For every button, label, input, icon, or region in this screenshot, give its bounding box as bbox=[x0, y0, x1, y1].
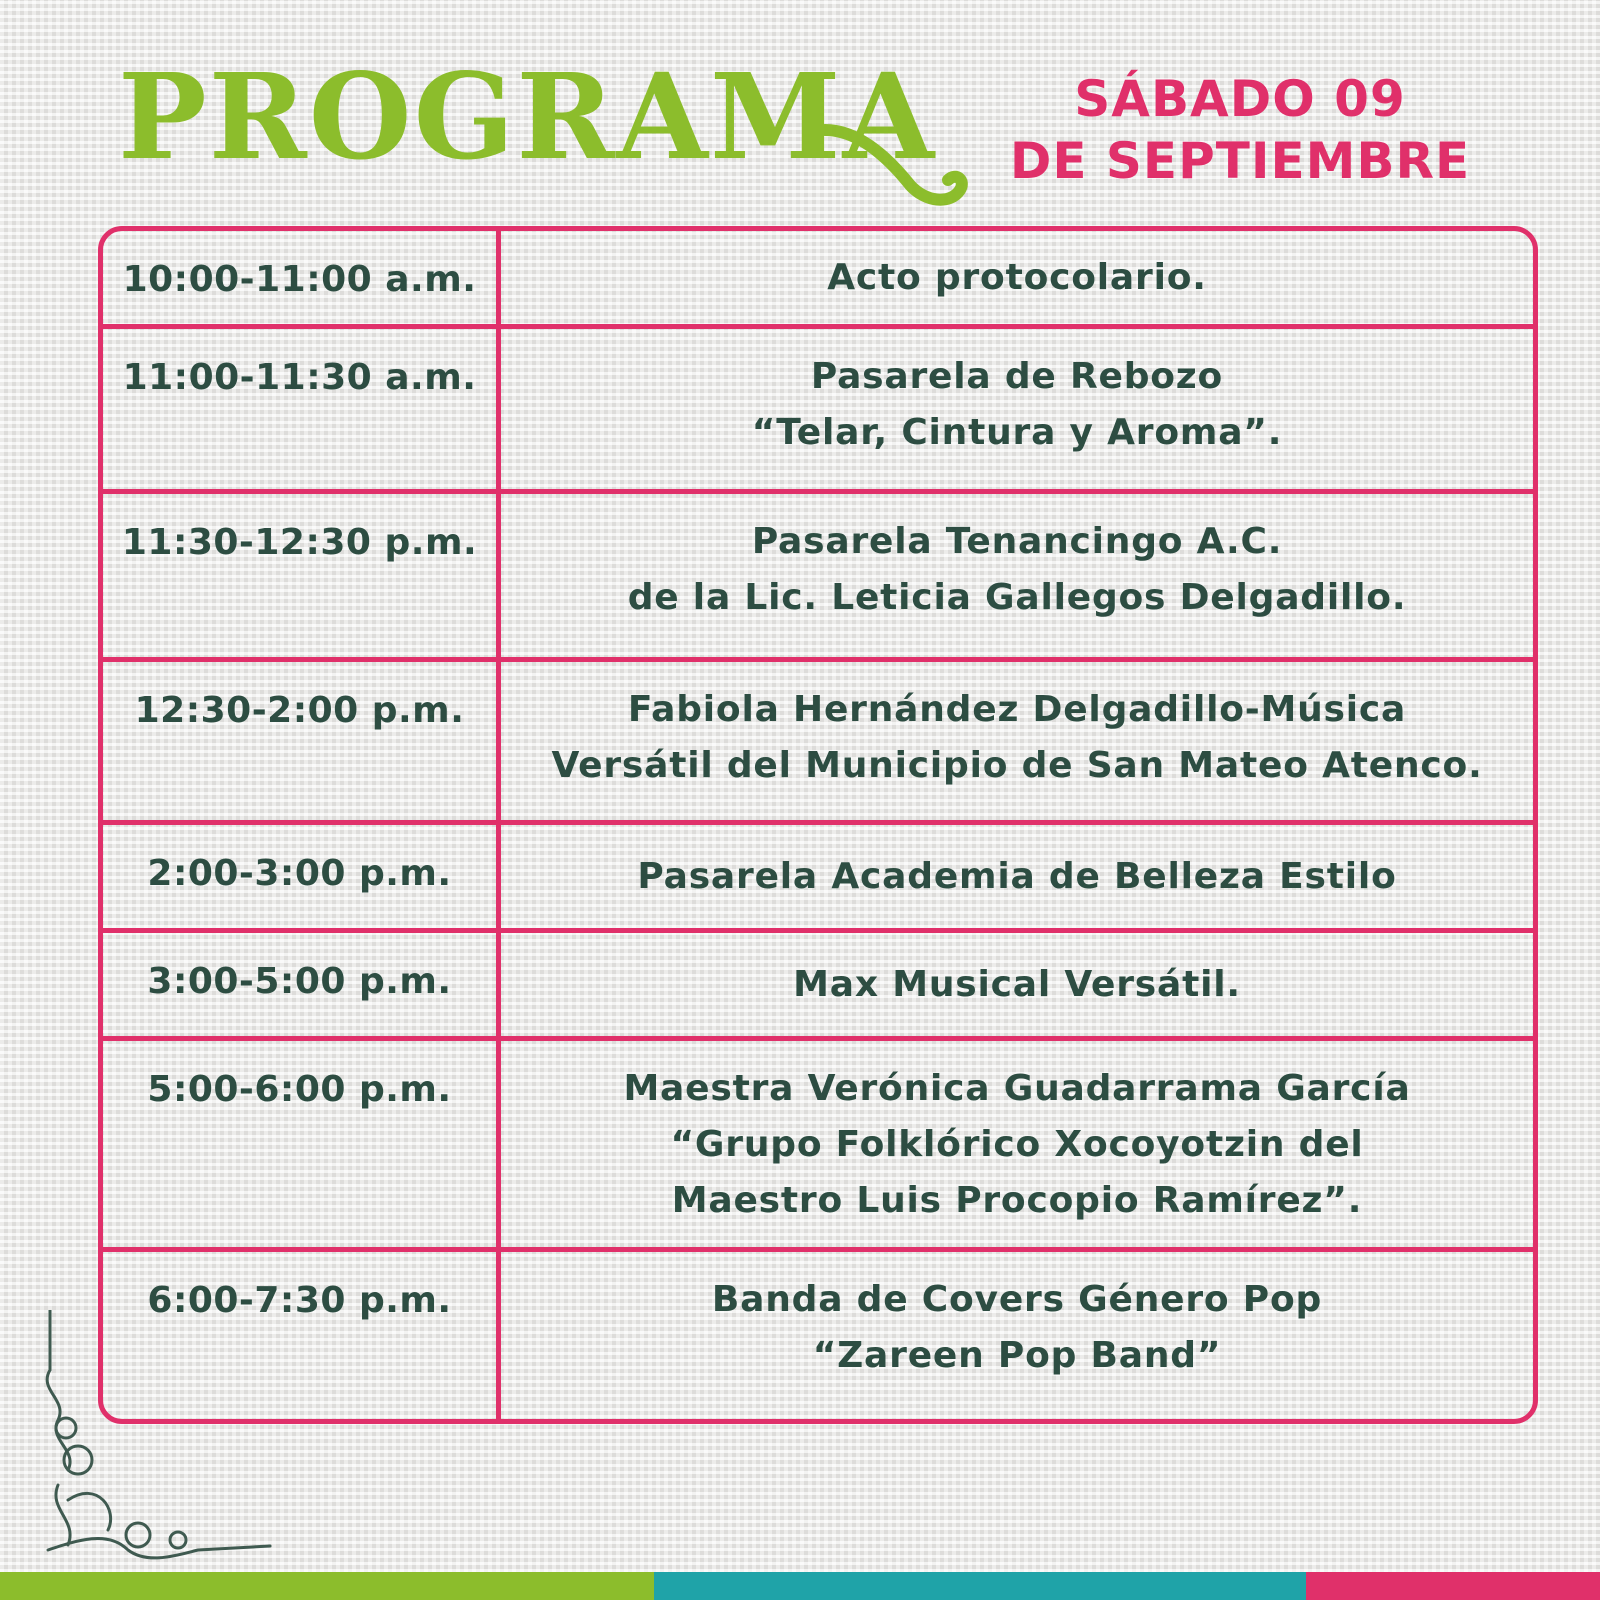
event-line: “Telar, Cintura y Aroma”. bbox=[751, 412, 1283, 453]
time-cell: 3:00-5:00 p.m. bbox=[103, 933, 501, 1041]
page-title: PROGRAMA bbox=[118, 47, 937, 186]
event-date bbox=[990, 68, 1490, 192]
event-line: Acto protocolario. bbox=[827, 256, 1207, 298]
time-cell: 6:00-7:30 p.m. bbox=[103, 1252, 501, 1419]
time-cell: 2:00-3:00 p.m. bbox=[103, 825, 501, 933]
time-cell: 11:30-12:30 p.m. bbox=[103, 494, 501, 662]
event-line: Pasarela de Rebozo bbox=[810, 356, 1224, 397]
event-line: Maestro Luis Procopio Ramírez”. bbox=[671, 1180, 1363, 1221]
event-cell bbox=[501, 933, 1533, 1041]
event-line: Versátil del Municipio de San Mateo Atenco. bbox=[551, 745, 1483, 786]
time-cell: 5:00-6:00 p.m. bbox=[103, 1041, 501, 1252]
schedule-table bbox=[98, 226, 1538, 1424]
date-month: DE SEPTIEMBRE bbox=[1009, 132, 1471, 190]
footer-stripe-teal bbox=[654, 1572, 1306, 1600]
event-line: Pasarela Academia de Belleza Estilo bbox=[637, 855, 1397, 897]
event-line: Banda de Covers Género Pop bbox=[711, 1279, 1323, 1320]
footer-stripe-pink bbox=[1306, 1572, 1600, 1600]
event-line: Max Musical Versátil. bbox=[793, 963, 1241, 1005]
footer-stripe-green bbox=[0, 1572, 654, 1600]
event-line: Pasarela Tenancingo A.C. bbox=[751, 521, 1283, 562]
event-line: “Grupo Folklórico Xocoyotzin del bbox=[670, 1124, 1364, 1165]
time-cell: 12:30-2:00 p.m. bbox=[103, 662, 501, 825]
event-cell bbox=[501, 231, 1533, 329]
event-cell bbox=[501, 1252, 1533, 1419]
event-cell bbox=[501, 825, 1533, 933]
event-cell bbox=[501, 1041, 1533, 1252]
event-cell bbox=[501, 329, 1533, 494]
event-cell bbox=[501, 494, 1533, 662]
event-line: Fabiola Hernández Delgadillo-Música bbox=[627, 689, 1407, 730]
title-swash-icon bbox=[820, 120, 970, 210]
event-line: “Zareen Pop Band” bbox=[812, 1335, 1222, 1376]
event-cell bbox=[501, 662, 1533, 825]
time-cell: 11:00-11:30 a.m. bbox=[103, 329, 501, 494]
date-weekday: SÁBADO 09 bbox=[1074, 70, 1406, 128]
event-line: Maestra Verónica Guadarrama García bbox=[623, 1068, 1411, 1109]
time-cell: 10:00-11:00 a.m. bbox=[103, 231, 501, 329]
event-line: de la Lic. Leticia Gallegos Delgadillo. bbox=[627, 577, 1407, 618]
flourish-ornament-icon bbox=[38, 1310, 278, 1570]
